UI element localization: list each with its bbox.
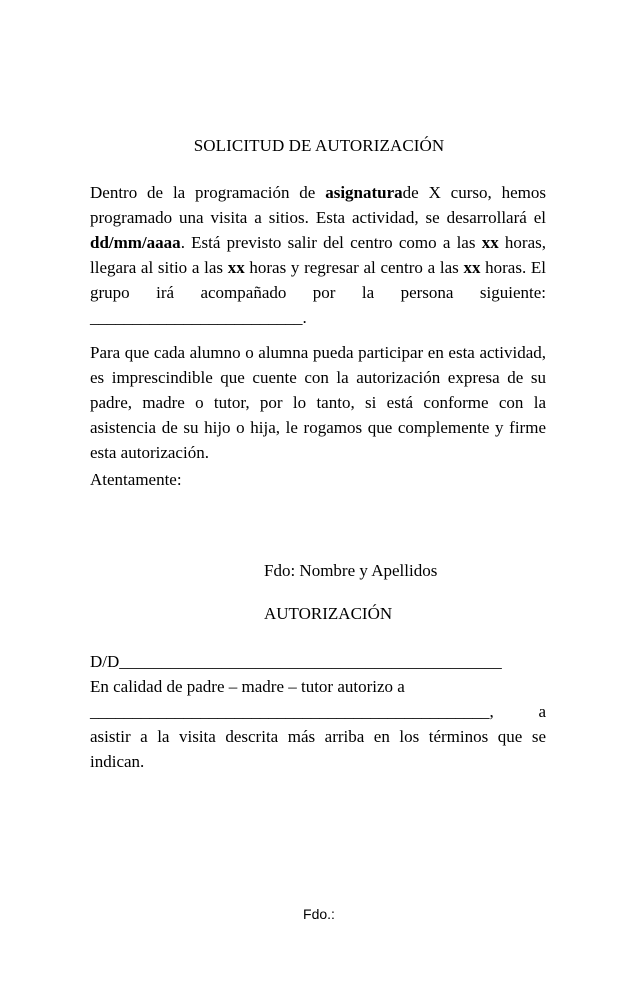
- guardian-name-field: D/D_____________________________________________: [90, 652, 502, 671]
- authorization-terms-text: asistir a la visita descrita más arriba en los términos que se indican.: [90, 727, 546, 771]
- intro-text-6: horas. El grupo irá acompañado por la persona siguiente: _________________________.: [90, 258, 546, 327]
- document-title: SOLICITUD DE AUTORIZACIÓN: [193, 136, 445, 155]
- return-time-placeholder: xx: [463, 258, 481, 277]
- guardian-role-text: En calidad de padre – madre – tutor autorizo a: [90, 677, 405, 696]
- intro-text-2: de X curso, hemos programado una visita a sitios. Esta actividad, se desarrollará el: [90, 183, 546, 227]
- intro-text-3: . Está previsto salir del centro como a las: [180, 233, 482, 252]
- date-placeholder: dd/mm/aaaa: [90, 233, 181, 252]
- arrival-time-placeholder: xx: [227, 258, 245, 277]
- closing-text: Atentamente:: [90, 470, 182, 489]
- signature-line: Fdo: Nombre y Apellidos: [264, 561, 438, 580]
- subject-placeholder: asignatura: [325, 183, 403, 202]
- paragraph-intro: [90, 180, 546, 330]
- authorization-title: AUTORIZACIÓN: [264, 604, 393, 623]
- intro-text-4: horas, llegara al sitio a las: [90, 233, 546, 277]
- departure-time-placeholder: xx: [481, 233, 499, 252]
- student-name-blank: _______________________________________________,: [90, 702, 494, 721]
- intro-text-5: horas y regresar al centro a las: [244, 258, 464, 277]
- authorization-block: [90, 649, 546, 774]
- paragraph-consent: Para que cada alumno o alumna pueda participar en esta actividad, es imprescindible que cuente con la autorización expresa de su padre, madre o tutor, por lo tanto, si está conforme con la asistencia de su hijo o hija, le rogamos que complemente y firme esta autorización.: [90, 343, 546, 462]
- intro-text-1: Dentro de la programación de: [90, 183, 326, 202]
- footer-signature-label: Fdo.:: [303, 906, 335, 922]
- student-name-suffix: a: [538, 702, 546, 721]
- student-name-field: [90, 699, 546, 724]
